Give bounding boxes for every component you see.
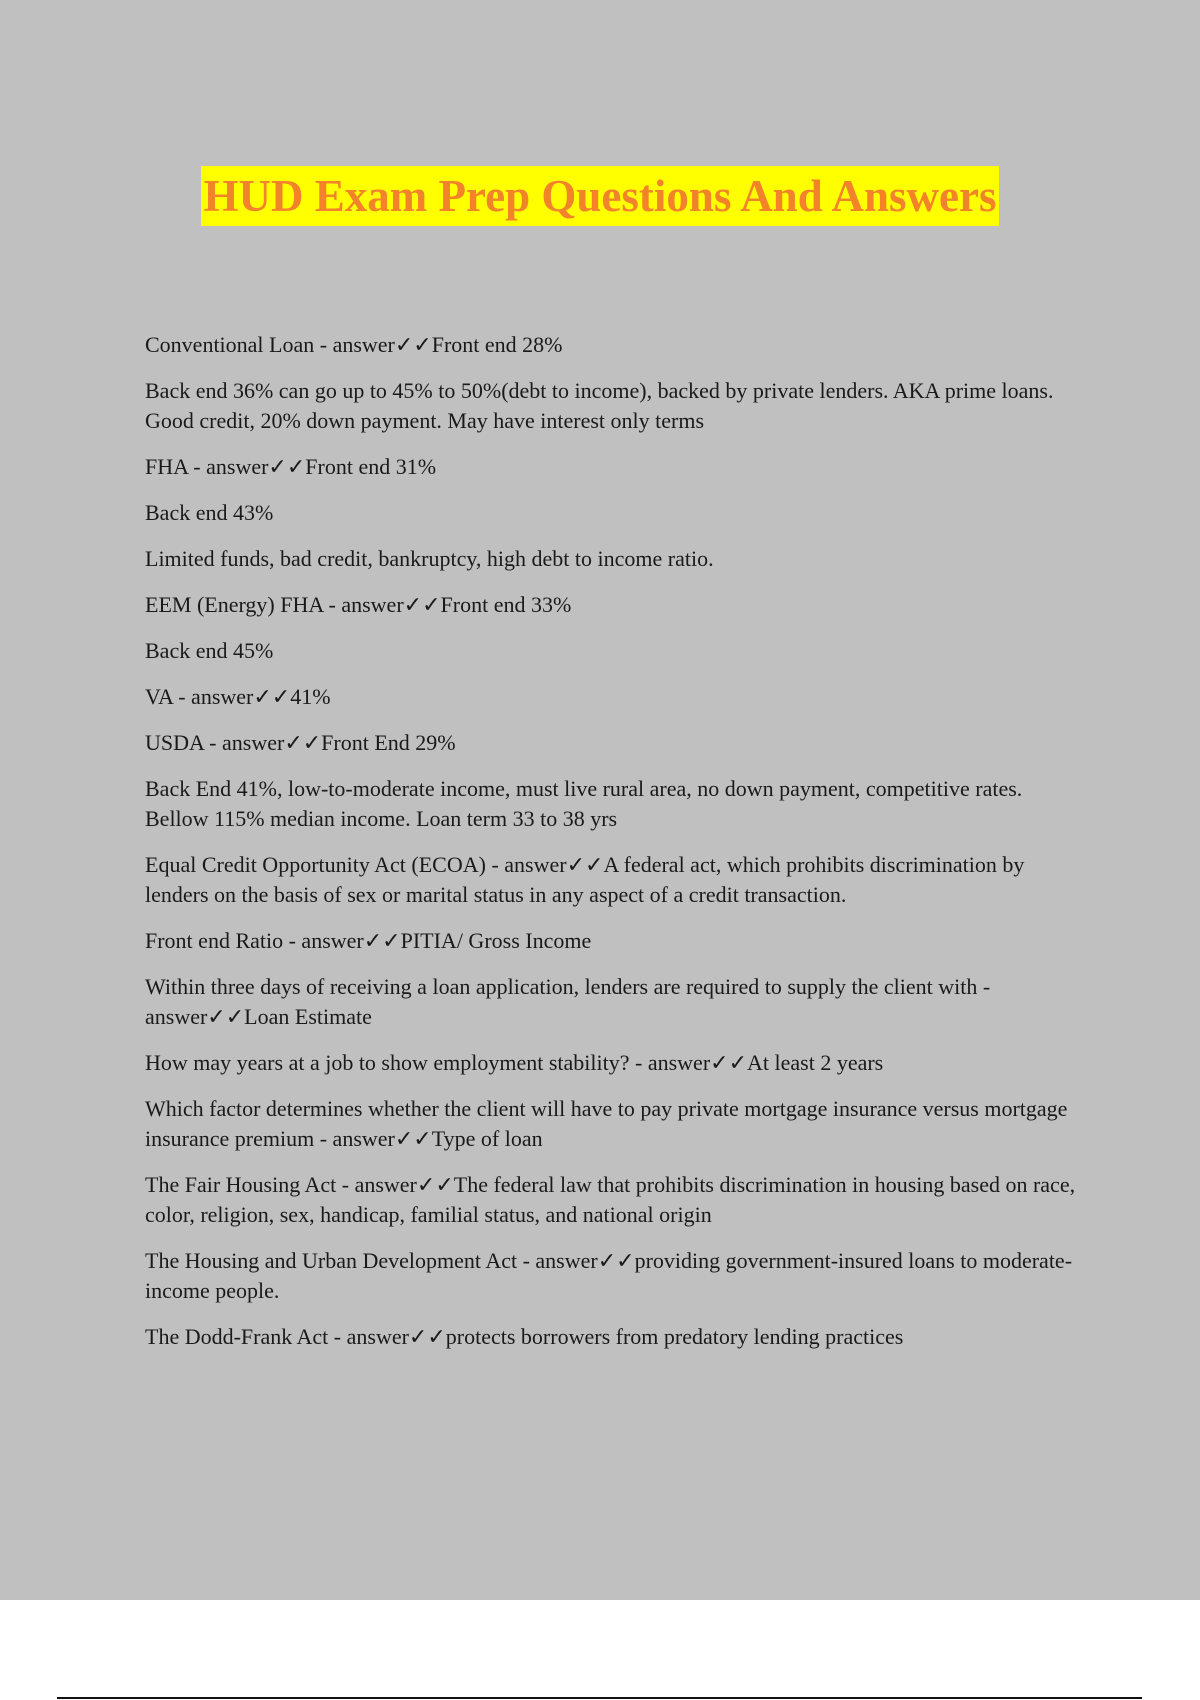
paragraph: USDA - answer✓✓Front End 29% bbox=[145, 730, 456, 755]
paragraph: Front end Ratio - answer✓✓PITIA/ Gross Income bbox=[145, 928, 592, 953]
paragraph: VA - answer✓✓41% bbox=[145, 684, 331, 709]
paragraph: FHA - answer✓✓Front end 31% bbox=[145, 454, 437, 479]
paragraph: Back end 43% bbox=[145, 500, 274, 525]
document-title: HUD Exam Prep Questions And Answers bbox=[201, 166, 998, 226]
paragraph: The Dodd-Frank Act - answer✓✓protects borrowers from predatory lending practices bbox=[145, 1324, 904, 1349]
document-body bbox=[145, 330, 1090, 1368]
paragraph: Conventional Loan - answer✓✓Front end 28% bbox=[145, 332, 563, 357]
paragraph: How may years at a job to show employment stability? - answer✓✓At least 2 years bbox=[145, 1050, 884, 1075]
paragraph: The Housing and Urban Development Act - answer✓✓providing government-insured loans to moderate-income people. bbox=[145, 1248, 1073, 1303]
paragraph: Within three days of receiving a loan application, lenders are required to supply the client with - answer✓✓Loan Estimate bbox=[145, 974, 991, 1029]
paragraph: Which factor determines whether the client will have to pay private mortgage insurance versus mortgage insurance premium - answer✓✓Type of loan bbox=[145, 1096, 1068, 1151]
title-container bbox=[0, 166, 1200, 226]
paragraph: Back end 36% can go up to 45% to 50%(debt to income), backed by private lenders. AKA prime loans. Good credit, 20% down payment. May have interest only terms bbox=[145, 378, 1054, 433]
paragraph: The Fair Housing Act - answer✓✓The federal law that prohibits discrimination in housing based on race, color, religion, sex, handicap, familial status, and national origin bbox=[145, 1172, 1076, 1227]
footer-divider bbox=[57, 1697, 1142, 1699]
paragraph: Back end 45% bbox=[145, 638, 274, 663]
paragraph: Equal Credit Opportunity Act (ECOA) - answer✓✓A federal act, which prohibits discrimination by lenders on the basis of sex or marital status in any aspect of a credit transaction. bbox=[145, 852, 1025, 907]
paragraph: EEM (Energy) FHA - answer✓✓Front end 33% bbox=[145, 592, 572, 617]
paragraph: Limited funds, bad credit, bankruptcy, high debt to income ratio. bbox=[145, 546, 714, 571]
paragraph: Back End 41%, low-to-moderate income, must live rural area, no down payment, competitive rates. Bellow 115% median income. Loan term 33 to 38 yrs bbox=[145, 776, 1023, 831]
